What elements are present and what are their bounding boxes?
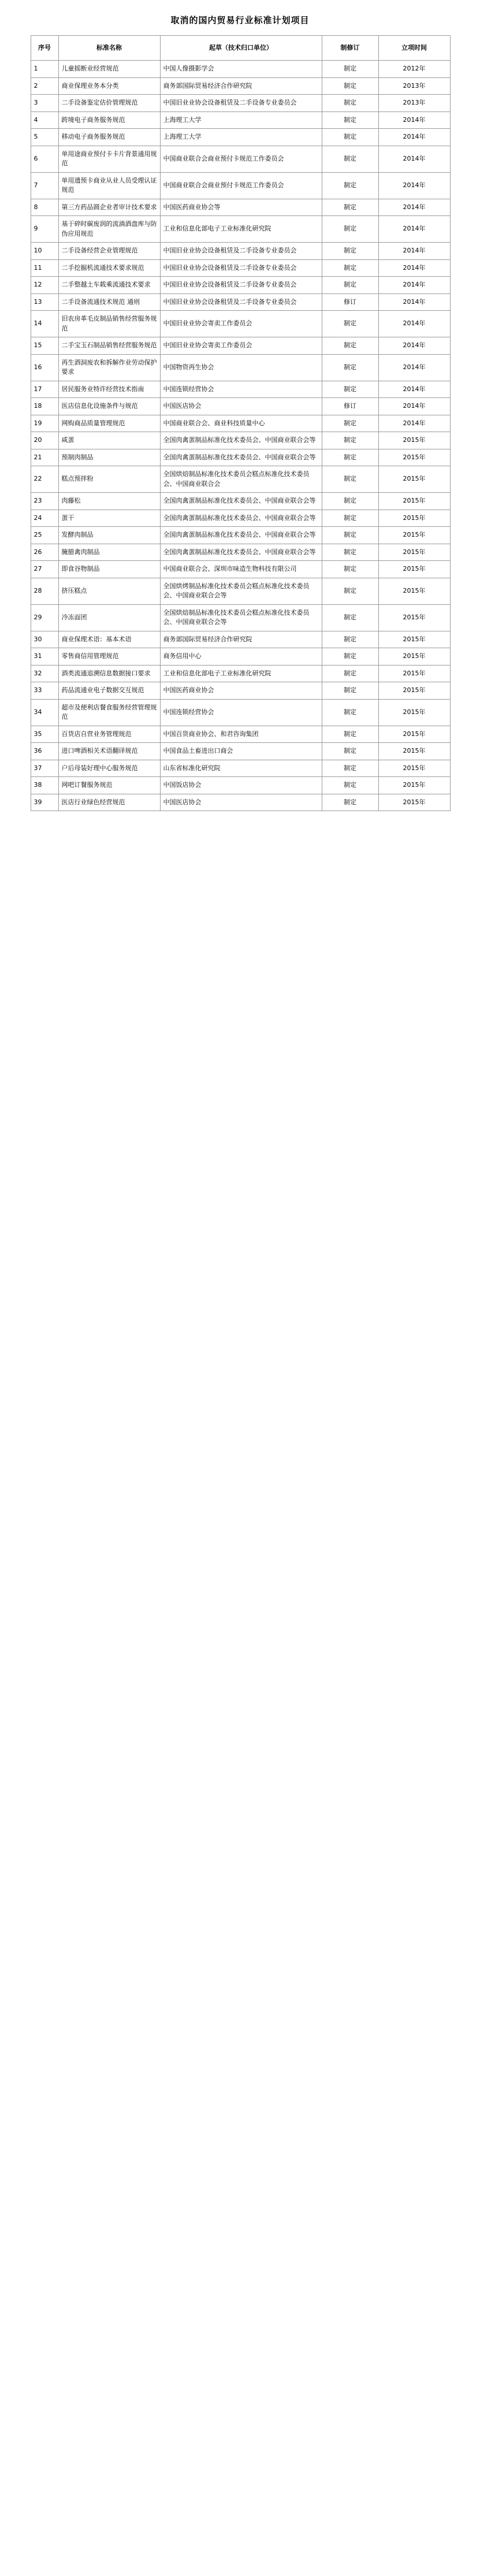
cell-standard-name: 跨境电子商务服务规范 [58,111,160,129]
cell-approval-date: 2015年 [378,432,450,449]
cell-approval-date: 2015年 [378,682,450,700]
cell-standard-name: 居民服务业特许经营技术指南 [58,381,160,398]
cell-approval-date: 2014年 [378,293,450,311]
cell-index: 24 [31,510,58,527]
table-row [31,794,450,811]
cell-drafting-unit: 中国商业联合会、商业科技质量中心 [160,415,322,432]
table-row [31,354,450,381]
cell-index: 21 [31,449,58,466]
cell-drafting-unit: 工业和信息化部电子工业标准化研究院 [160,216,322,243]
cell-standard-name: 挤压糕点 [58,578,160,604]
cell-revision-type: 修订 [322,398,378,415]
standards-table-wrapper [31,35,450,811]
cell-drafting-unit: 中国连锁经营协会 [160,699,322,726]
cell-revision-type: 制定 [322,665,378,682]
cell-drafting-unit: 全国烘焙制品标准化技术委员会糕点标准化技术委员会、中国商业联合会 [160,466,322,493]
cell-revision-type: 制定 [322,544,378,561]
table-row [31,648,450,666]
table-row [31,293,450,311]
table-row [31,449,450,466]
cell-revision-type: 制定 [322,61,378,78]
table-row [31,493,450,510]
cell-index: 35 [31,726,58,743]
cell-index: 18 [31,398,58,415]
document-page [0,0,480,828]
cell-approval-date: 2014年 [378,199,450,216]
cell-revision-type: 制定 [322,631,378,648]
cell-index: 32 [31,665,58,682]
cell-approval-date: 2014年 [378,259,450,277]
cell-index: 8 [31,199,58,216]
cell-approval-date: 2015年 [378,466,450,493]
cell-drafting-unit: 中国人像摄影学会 [160,61,322,78]
cell-standard-name: 儿童摇断业经营规范 [58,61,160,78]
table-row [31,665,450,682]
cell-approval-date: 2015年 [378,449,450,466]
cell-standard-name: 预制肉制品 [58,449,160,466]
cell-approval-date: 2015年 [378,578,450,604]
cell-drafting-unit: 商务部国际贸易经济合作研究院 [160,77,322,95]
cell-drafting-unit: 全国肉禽蛋制品标准化技术委员会、中国商业联合会等 [160,449,322,466]
cell-revision-type: 制定 [322,466,378,493]
cell-revision-type: 制定 [322,648,378,666]
cell-approval-date: 2015年 [378,544,450,561]
cell-approval-date: 2015年 [378,794,450,811]
cell-revision-type: 制定 [322,604,378,631]
cell-approval-date: 2012年 [378,61,450,78]
column-header-standard-name: 标准名称 [58,36,160,61]
table-body [31,61,450,811]
cell-approval-date: 2015年 [378,760,450,777]
cell-index: 6 [31,146,58,172]
cell-index: 2 [31,77,58,95]
table-row [31,337,450,355]
cell-revision-type: 制定 [322,199,378,216]
cell-approval-date: 2014年 [378,277,450,294]
cell-index: 36 [31,743,58,760]
cell-standard-name: 糕点预拌粉 [58,466,160,493]
cell-revision-type: 制定 [322,129,378,146]
cell-approval-date: 2014年 [378,216,450,243]
table-row [31,631,450,648]
cell-drafting-unit: 全国肉禽蛋制品标准化技术委员会、中国商业联合会等 [160,544,322,561]
table-row [31,604,450,631]
cell-standard-name: 二手挖掘机流通技术要求规范 [58,259,160,277]
column-header-approval-date: 立项时间 [378,36,450,61]
cell-drafting-unit: 中国医店协会 [160,794,322,811]
cell-drafting-unit: 中国百货商业协会、和君咨询集团 [160,726,322,743]
table-row [31,111,450,129]
table-row [31,743,450,760]
cell-standard-name: 二手宝玉石制品销售经营服务规范 [58,337,160,355]
cell-revision-type: 制定 [322,726,378,743]
cell-drafting-unit: 中国医药商业协会 [160,682,322,700]
cell-approval-date: 2015年 [378,648,450,666]
cell-standard-name: 医店信息化设施条件与规范 [58,398,160,415]
cell-revision-type: 制定 [322,216,378,243]
cell-drafting-unit: 山东省标准化研究院 [160,760,322,777]
table-row [31,77,450,95]
column-header-index: 序号 [31,36,58,61]
cell-standard-name: 蛋干 [58,510,160,527]
cell-drafting-unit: 中国旧业业协会寄卖工作委员会 [160,311,322,337]
cell-revision-type: 制定 [322,277,378,294]
cell-revision-type: 制定 [322,172,378,199]
table-row [31,259,450,277]
cell-drafting-unit: 全国肉禽蛋制品标准化技术委员会、中国商业联合会等 [160,493,322,510]
cell-drafting-unit: 商务信用中心 [160,648,322,666]
table-row [31,199,450,216]
table-row [31,381,450,398]
cell-drafting-unit: 全国烘焙制品标准化技术委员会糕点标准化技术委员会、中国商业联合会等 [160,604,322,631]
cell-approval-date: 2015年 [378,493,450,510]
cell-drafting-unit: 中国物资再生协会 [160,354,322,381]
cell-drafting-unit: 中国商业联合会商业预付卡规范工作委员会 [160,146,322,172]
cell-index: 38 [31,777,58,794]
cell-drafting-unit: 上海理工大学 [160,129,322,146]
cell-index: 30 [31,631,58,648]
cell-revision-type: 制定 [322,77,378,95]
cell-index: 34 [31,699,58,726]
cell-revision-type: 制定 [322,493,378,510]
page-title: 取消的国内贸易行业标准计划项目 [170,15,310,25]
column-header-drafting-unit: 起草（技术归口单位） [160,36,322,61]
cell-approval-date: 2015年 [378,561,450,578]
table-row [31,527,450,544]
cell-index: 13 [31,293,58,311]
cell-standard-name: 再生酒洞废农和拆解作业劳动保护要求 [58,354,160,381]
cell-approval-date: 2013年 [378,95,450,112]
cell-standard-name: 冷冻面团 [58,604,160,631]
cell-drafting-unit: 商务部国际贸易经济合作研究院 [160,631,322,648]
cell-revision-type: 制定 [322,243,378,260]
cell-standard-name: 百货店自营业务管理规范 [58,726,160,743]
cell-approval-date: 2015年 [378,726,450,743]
cell-index: 39 [31,794,58,811]
cell-drafting-unit: 中国旧业业协会设备租赁及二手设备专业委员会 [160,293,322,311]
cell-approval-date: 2014年 [378,111,450,129]
cell-approval-date: 2014年 [378,243,450,260]
cell-approval-date: 2015年 [378,777,450,794]
cell-index: 26 [31,544,58,561]
cell-drafting-unit: 中国旧业业协会寄卖工作委员会 [160,337,322,355]
cell-index: 37 [31,760,58,777]
cell-standard-name: 超市及便利店餐食服务经营管理规范 [58,699,160,726]
cell-standard-name: 咸蛋 [58,432,160,449]
cell-revision-type: 制定 [322,794,378,811]
table-row [31,578,450,604]
cell-standard-name: 二手设备鉴定估价管理规范 [58,95,160,112]
cell-approval-date: 2013年 [378,77,450,95]
table-row [31,726,450,743]
cell-revision-type: 制定 [322,415,378,432]
cell-approval-date: 2015年 [378,665,450,682]
cell-drafting-unit: 工业和信息化部电子工业标准化研究院 [160,665,322,682]
cell-standard-name: 旧农房革毛皮制品销售经营服务规范 [58,311,160,337]
cell-revision-type: 制定 [322,682,378,700]
cell-revision-type: 制定 [322,561,378,578]
cell-approval-date: 2015年 [378,510,450,527]
table-row [31,510,450,527]
cell-index: 16 [31,354,58,381]
cell-index: 9 [31,216,58,243]
cell-standard-name: 移动电子商务服务规范 [58,129,160,146]
cell-index: 27 [31,561,58,578]
table-row [31,129,450,146]
cell-drafting-unit: 全国肉禽蛋制品标准化技术委员会、中国商业联合会等 [160,510,322,527]
cell-index: 5 [31,129,58,146]
cell-approval-date: 2014年 [378,354,450,381]
cell-index: 20 [31,432,58,449]
cell-drafting-unit: 上海理工大学 [160,111,322,129]
table-row [31,682,450,700]
cell-approval-date: 2014年 [378,381,450,398]
cell-index: 14 [31,311,58,337]
cell-revision-type: 制定 [322,510,378,527]
table-row [31,432,450,449]
cell-standard-name: 单用遗预卡商业从业人员受理认证规范 [58,172,160,199]
table-row [31,243,450,260]
cell-standard-name: 零售商信用管理规范 [58,648,160,666]
cell-standard-name: 户后母装好理中心服务规范 [58,760,160,777]
cell-drafting-unit: 全国肉禽蛋制品标准化技术委员会、中国商业联合会等 [160,432,322,449]
cell-revision-type: 制定 [322,527,378,544]
cell-drafting-unit: 中国医药商业协会等 [160,199,322,216]
cell-drafting-unit: 中国旧业业协会设备租赁及二手设备专业委员会 [160,95,322,112]
cell-approval-date: 2015年 [378,527,450,544]
cell-index: 19 [31,415,58,432]
cell-index: 25 [31,527,58,544]
table-row [31,95,450,112]
cell-revision-type: 制定 [322,578,378,604]
table-row [31,544,450,561]
table-header-row [31,36,450,61]
cell-index: 22 [31,466,58,493]
cell-drafting-unit: 全国肉禽蛋制品标准化技术委员会、中国商业联合会等 [160,527,322,544]
cell-drafting-unit: 中国连锁经营协会 [160,381,322,398]
cell-approval-date: 2014年 [378,172,450,199]
cell-standard-name: 网购商品质量管理规范 [58,415,160,432]
cell-revision-type: 修订 [322,293,378,311]
cell-standard-name: 进口啤酒相关术语翻译规范 [58,743,160,760]
cell-standard-name: 商业保理业务本分类 [58,77,160,95]
cell-standard-name: 二手整越土车载乘流通技术要求 [58,277,160,294]
cell-revision-type: 制定 [322,259,378,277]
cell-approval-date: 2015年 [378,631,450,648]
table-row [31,277,450,294]
cell-index: 28 [31,578,58,604]
cell-revision-type: 制定 [322,111,378,129]
cell-approval-date: 2015年 [378,699,450,726]
cell-index: 33 [31,682,58,700]
cell-index: 15 [31,337,58,355]
cell-revision-type: 制定 [322,146,378,172]
table-row [31,415,450,432]
cell-standard-name: 二手设备流通技术规范 通则 [58,293,160,311]
table-row [31,146,450,172]
cell-standard-name: 发酵肉制品 [58,527,160,544]
cell-standard-name: 第三方药品圆企业者审计技术要求 [58,199,160,216]
cell-standard-name: 肉藤松 [58,493,160,510]
table-header [31,36,450,61]
cell-approval-date: 2014年 [378,415,450,432]
table-row [31,61,450,78]
cell-standard-name: 二手设备经营企业管理规范 [58,243,160,260]
table-row [31,216,450,243]
cell-standard-name: 单用途商业预付卡卡片背景通用规范 [58,146,160,172]
cell-drafting-unit: 中国旧业业协会设备租赁及二手设备专业委员会 [160,259,322,277]
cell-revision-type: 制定 [322,95,378,112]
cell-drafting-unit: 中国旧业业协会设备租赁及二手设备专业委员会 [160,243,322,260]
cell-drafting-unit: 中国医店协会 [160,398,322,415]
table-row [31,561,450,578]
cell-revision-type: 制定 [322,743,378,760]
cell-standard-name: 即食谷物制品 [58,561,160,578]
cell-index: 29 [31,604,58,631]
cell-revision-type: 制定 [322,354,378,381]
cell-standard-name: 网吧订餐服务规范 [58,777,160,794]
table-row [31,760,450,777]
cell-drafting-unit: 中国饭店协会 [160,777,322,794]
cell-index: 17 [31,381,58,398]
cell-approval-date: 2014年 [378,129,450,146]
cell-index: 31 [31,648,58,666]
cell-drafting-unit: 中国商业联合会商业预付卡规范工作委员会 [160,172,322,199]
cell-index: 3 [31,95,58,112]
cell-revision-type: 制定 [322,777,378,794]
standards-table [31,35,451,811]
cell-drafting-unit: 全国烘烤制品标准化技术委员会糕点标准化技术委员会、中国商业联合会等 [160,578,322,604]
cell-revision-type: 制定 [322,337,378,355]
column-header-revision-type: 制修订 [322,36,378,61]
cell-index: 11 [31,259,58,277]
cell-approval-date: 2014年 [378,398,450,415]
cell-standard-name: 商业保理术语：基本术语 [58,631,160,648]
cell-revision-type: 制定 [322,381,378,398]
cell-index: 23 [31,493,58,510]
cell-revision-type: 制定 [322,432,378,449]
cell-index: 7 [31,172,58,199]
cell-revision-type: 制定 [322,760,378,777]
table-row [31,466,450,493]
cell-index: 12 [31,277,58,294]
cell-approval-date: 2015年 [378,743,450,760]
cell-drafting-unit: 中国商业联合会、深圳市味造生物科技有限公司 [160,561,322,578]
cell-approval-date: 2015年 [378,604,450,631]
cell-standard-name: 基于碎时碳废润的流淌酒盘库与防伪应用规范 [58,216,160,243]
table-row [31,172,450,199]
cell-revision-type: 制定 [322,449,378,466]
cell-standard-name: 药品流通业电子数据交互规范 [58,682,160,700]
cell-index: 1 [31,61,58,78]
cell-index: 10 [31,243,58,260]
cell-drafting-unit: 中国食品土畜进出口商会 [160,743,322,760]
cell-revision-type: 制定 [322,311,378,337]
cell-standard-name: 医店行业绿色经营规范 [58,794,160,811]
cell-approval-date: 2014年 [378,311,450,337]
table-row [31,699,450,726]
cell-approval-date: 2014年 [378,337,450,355]
cell-index: 4 [31,111,58,129]
table-row [31,311,450,337]
table-row [31,777,450,794]
cell-approval-date: 2014年 [378,146,450,172]
cell-standard-name: 酒类流通追溯信息数据接口要求 [58,665,160,682]
table-row [31,398,450,415]
cell-revision-type: 制定 [322,699,378,726]
cell-standard-name: 腌腊禽肉制品 [58,544,160,561]
cell-drafting-unit: 中国旧业业协会设备租赁及二手设备专业委员会 [160,277,322,294]
